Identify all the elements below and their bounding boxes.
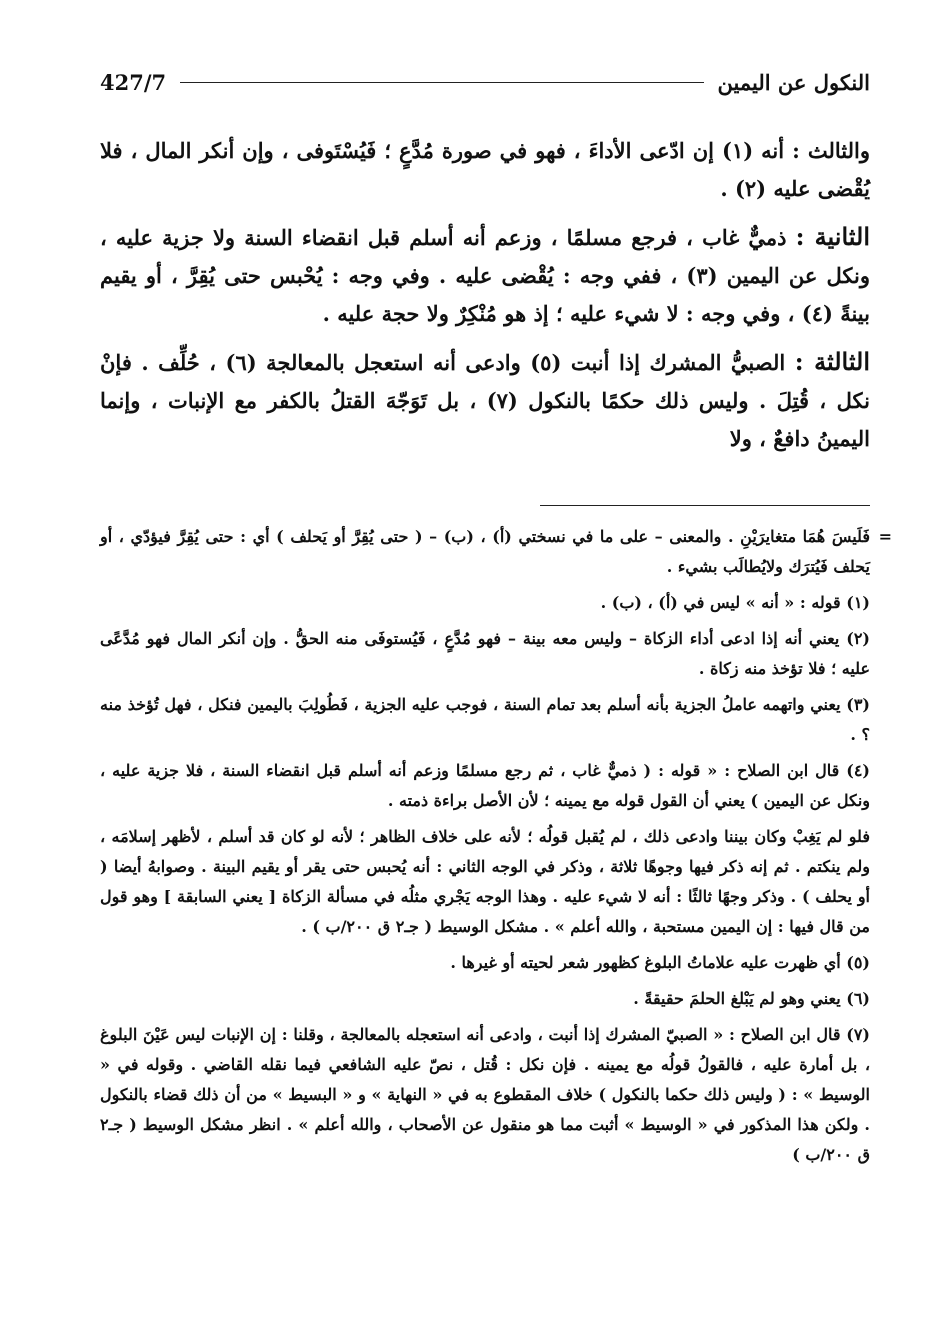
- footnote-2: (٢) يعني أنه إذا ادعى أداء الزكاة – وليس معه بينة – فهو مُدَّعٍ ، فَيُستوفَى منه الحقُّ . وإن أنكر المال فهو مُدَّعًى عليه ؛ فلا تؤخذ منه زكاة .: [100, 629, 870, 678]
- paragraph-second-case: [100, 218, 870, 333]
- footnote-6: (٦) يعني وهو لم يَبْلغ الحلمَ حقيقةً .: [633, 989, 870, 1008]
- footnote-1: (١) قوله : « أنه » ليس في (أ) ، (ب) .: [600, 593, 870, 612]
- continuation-text: فَلَيسَ هُمَا متغايرَيْنِ . والمعنى – على ما في نسختي (أ) ، (ب) – ( حتى يُقِرَّ أو يَحلف ) أي : حتى يُقِرَّ فيؤدّي ، أو يَحلف فَيُترَك ولايُطالَب بشيء .: [100, 527, 870, 576]
- page-number: 427/7: [100, 69, 167, 95]
- footnote-7: (٧) قال ابن الصلاح : « الصبيّ المشرك إذا أنبت ، وادعى أنه استعجله بالمعالجة ، وقلنا : إن الإنبات ليس عَيْنَ البلوغ ، بل أمارة عليه ، فالقولُ قولُه مع يمينه . فإن نكل : قُتل ، نصّ عليه الشافعي فيما نقله القاضي . وقوله في « الوسيط » : ( وليس ذلك حكما بالنكول ) خلاف المقطوع به في « النهاية » و « البسيط » من أن ذلك قضاء بالنكول . ولكن هذا المذكور في « الوسيط » أثبت مما هو منقول عن الأصحاب ، والله أعلم » . انظر مشكل الوسيط ( جـ٢ ق ٢٠٠/ب ): [100, 1025, 871, 1164]
- paragraph-third-case: [100, 343, 870, 458]
- footnote-4-continued: فلو لم يَغِبْ وكان بيننا وادعى ذلك ، لم يُقبل قولُه ؛ لأنه على خلاف الظاهر ؛ لأنه لو كان قد أسلم ، لأظهر إسلامَه ، ولم ينكتم . ثم إنه ذكر فيها وجوهًا ثلاثة ، وذكر في الوجه الثاني : أنه يُحبس حتى يقر أو يقيم البينة . وصوابهُ أيضا ( أو يحلف ) . وذكر وجهًا ثالثًا : أنه لا شيء عليه . وهذا الوجه يَجْري مثلُه في مسألة الزكاة [ يعني السابقة ] وهو قول من قال فيها : إن اليمين مستحبة ، والله أعلم » . مشكل الوسيط ( جـ٢ ق ٢٠٠/ب ) .: [100, 827, 871, 936]
- footnote-5: (٥) أي ظهرت عليه علاماتُ البلوغ كظهور شعر لحيته أو غيرها .: [450, 953, 870, 972]
- footnote-4: (٤) قال ابن الصلاح : « قوله : ( ذميٌّ غاب ، ثم رجع مسلمًا وزعم أنه أسلم قبل انقضاء السنة ، فلا جزية عليه ، ونكل عن اليمين ) يعني أن القول قوله مع يمينه ؛ لأن الأصل براءة ذمته .: [100, 761, 870, 810]
- footnote-continuation: [100, 522, 892, 582]
- third-case-text: الصبيُّ المشرك إذا أنبت (٥) وادعى أنه استعجل بالمعالجة (٦) ، حُلِّف . فإنْ نكل ، قُتِلَ . وليس ذلك حكمًا بالنكول (٧) ، بل تَوَجّهَ القتلُ بالكفر مع الإنبات ، وإنما اليمينُ دافعٌ ، ولا: [100, 350, 870, 451]
- section-lead-third: الثالثة :: [794, 347, 871, 376]
- main-text: [100, 132, 870, 468]
- section-lead-second: الثانية :: [795, 222, 871, 251]
- paragraph-third-view: والثالث : أنه (١) إن ادّعى الأداءَ ، فهو في صورة مُدَّعٍ ؛ فَيُسْتَوفى ، وإن أنكر المال ، فلا يُقْضى عليه (٢) .: [100, 138, 871, 201]
- header-rule: [180, 82, 703, 83]
- continuation-mark: =: [878, 527, 892, 546]
- second-case-text: ذميٌّ غاب ، فرجع مسلمًا ، وزعم أنه أسلم قبل انقضاء السنة ولا جزية عليه ، ونكل عن اليمين (٣) ، ففي وجه : يُقْضى عليه . وفي وجه : يُحْبس حتى يُقِرَّ ، أو يقيم بينةً (٤) ، وفي وجه : لا شيء عليه ؛ إذ هو مُنْكِرٌ ولا حجة عليه .: [100, 225, 870, 326]
- footnotes: [100, 522, 892, 1176]
- running-header: [100, 64, 870, 100]
- chapter-title: النكول عن اليمين: [717, 69, 870, 95]
- footnote-separator: [540, 505, 870, 506]
- footnote-3: (٣) يعني واتهمه عاملُ الجزية بأنه أسلم بعد تمام السنة ، فوجب عليه الجزية ، فَطُولِبَ باليمين فنكل ، فهل تُؤخذ منه ؟ .: [100, 695, 870, 744]
